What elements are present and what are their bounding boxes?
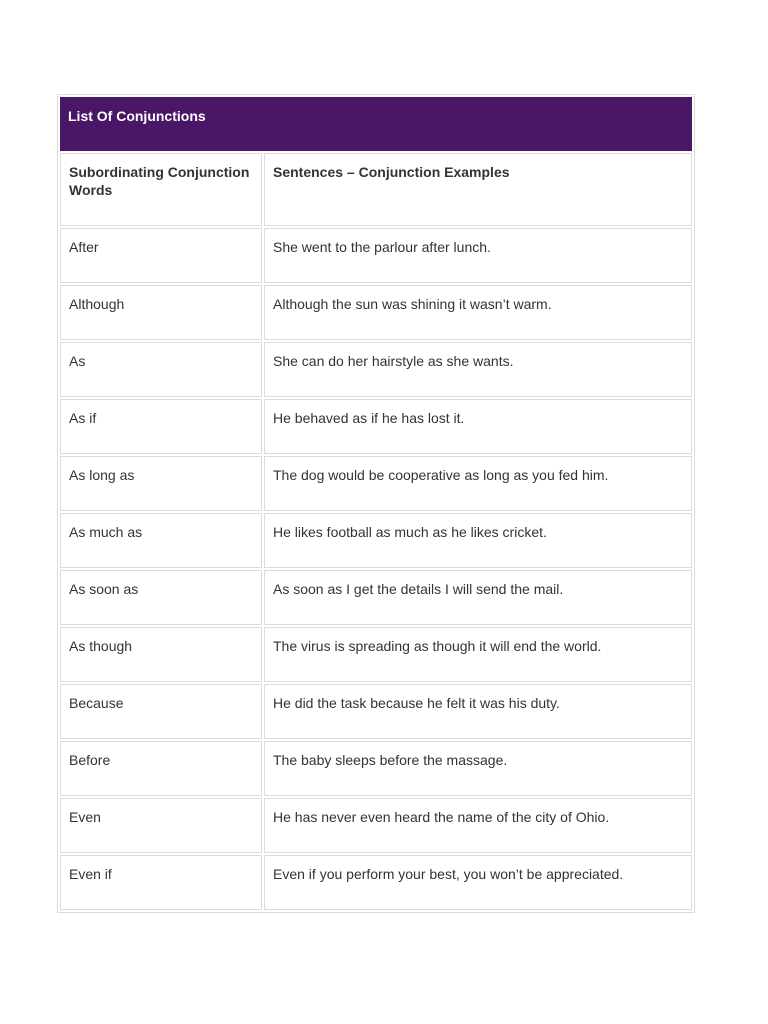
example-cell: He behaved as if he has lost it.	[264, 399, 692, 454]
conjunction-cell: As if	[60, 399, 262, 454]
conjunction-cell: As	[60, 342, 262, 397]
table-row	[60, 342, 692, 397]
example-cell: He did the task because he felt it was his duty.	[264, 684, 692, 739]
conjunction-cell: Before	[60, 741, 262, 796]
table-row	[60, 627, 692, 682]
table-row	[60, 456, 692, 511]
conjunction-cell: Although	[60, 285, 262, 340]
conjunction-cell: As long as	[60, 456, 262, 511]
table-title: List Of Conjunctions	[60, 97, 692, 151]
example-cell: She went to the parlour after lunch.	[264, 228, 692, 283]
table-row	[60, 855, 692, 910]
table-body	[60, 228, 692, 910]
table-row	[60, 741, 692, 796]
table-row	[60, 228, 692, 283]
table-row	[60, 513, 692, 568]
conjunction-cell: As much as	[60, 513, 262, 568]
example-cell: Even if you perform your best, you won’t be appreciated.	[264, 855, 692, 910]
table-header-row	[60, 153, 692, 226]
conjunction-cell: Because	[60, 684, 262, 739]
conjunction-cell: After	[60, 228, 262, 283]
example-cell: The virus is spreading as though it will end the world.	[264, 627, 692, 682]
table-row	[60, 798, 692, 853]
table-row	[60, 285, 692, 340]
table-row	[60, 684, 692, 739]
example-cell: She can do her hairstyle as she wants.	[264, 342, 692, 397]
example-cell: Although the sun was shining it wasn’t warm.	[264, 285, 692, 340]
header-sentences-examples: Sentences – Conjunction Examples	[264, 153, 692, 226]
table-row	[60, 399, 692, 454]
example-cell: As soon as I get the details I will send the mail.	[264, 570, 692, 625]
conjunctions-table	[57, 94, 695, 913]
example-cell: The baby sleeps before the massage.	[264, 741, 692, 796]
example-cell: The dog would be cooperative as long as you fed him.	[264, 456, 692, 511]
conjunction-cell: As though	[60, 627, 262, 682]
conjunction-cell: Even if	[60, 855, 262, 910]
header-conjunction-words: Subordinating Conjunction Words	[60, 153, 262, 226]
conjunction-cell: As soon as	[60, 570, 262, 625]
table-row	[60, 570, 692, 625]
example-cell: He likes football as much as he likes cricket.	[264, 513, 692, 568]
conjunction-cell: Even	[60, 798, 262, 853]
example-cell: He has never even heard the name of the city of Ohio.	[264, 798, 692, 853]
